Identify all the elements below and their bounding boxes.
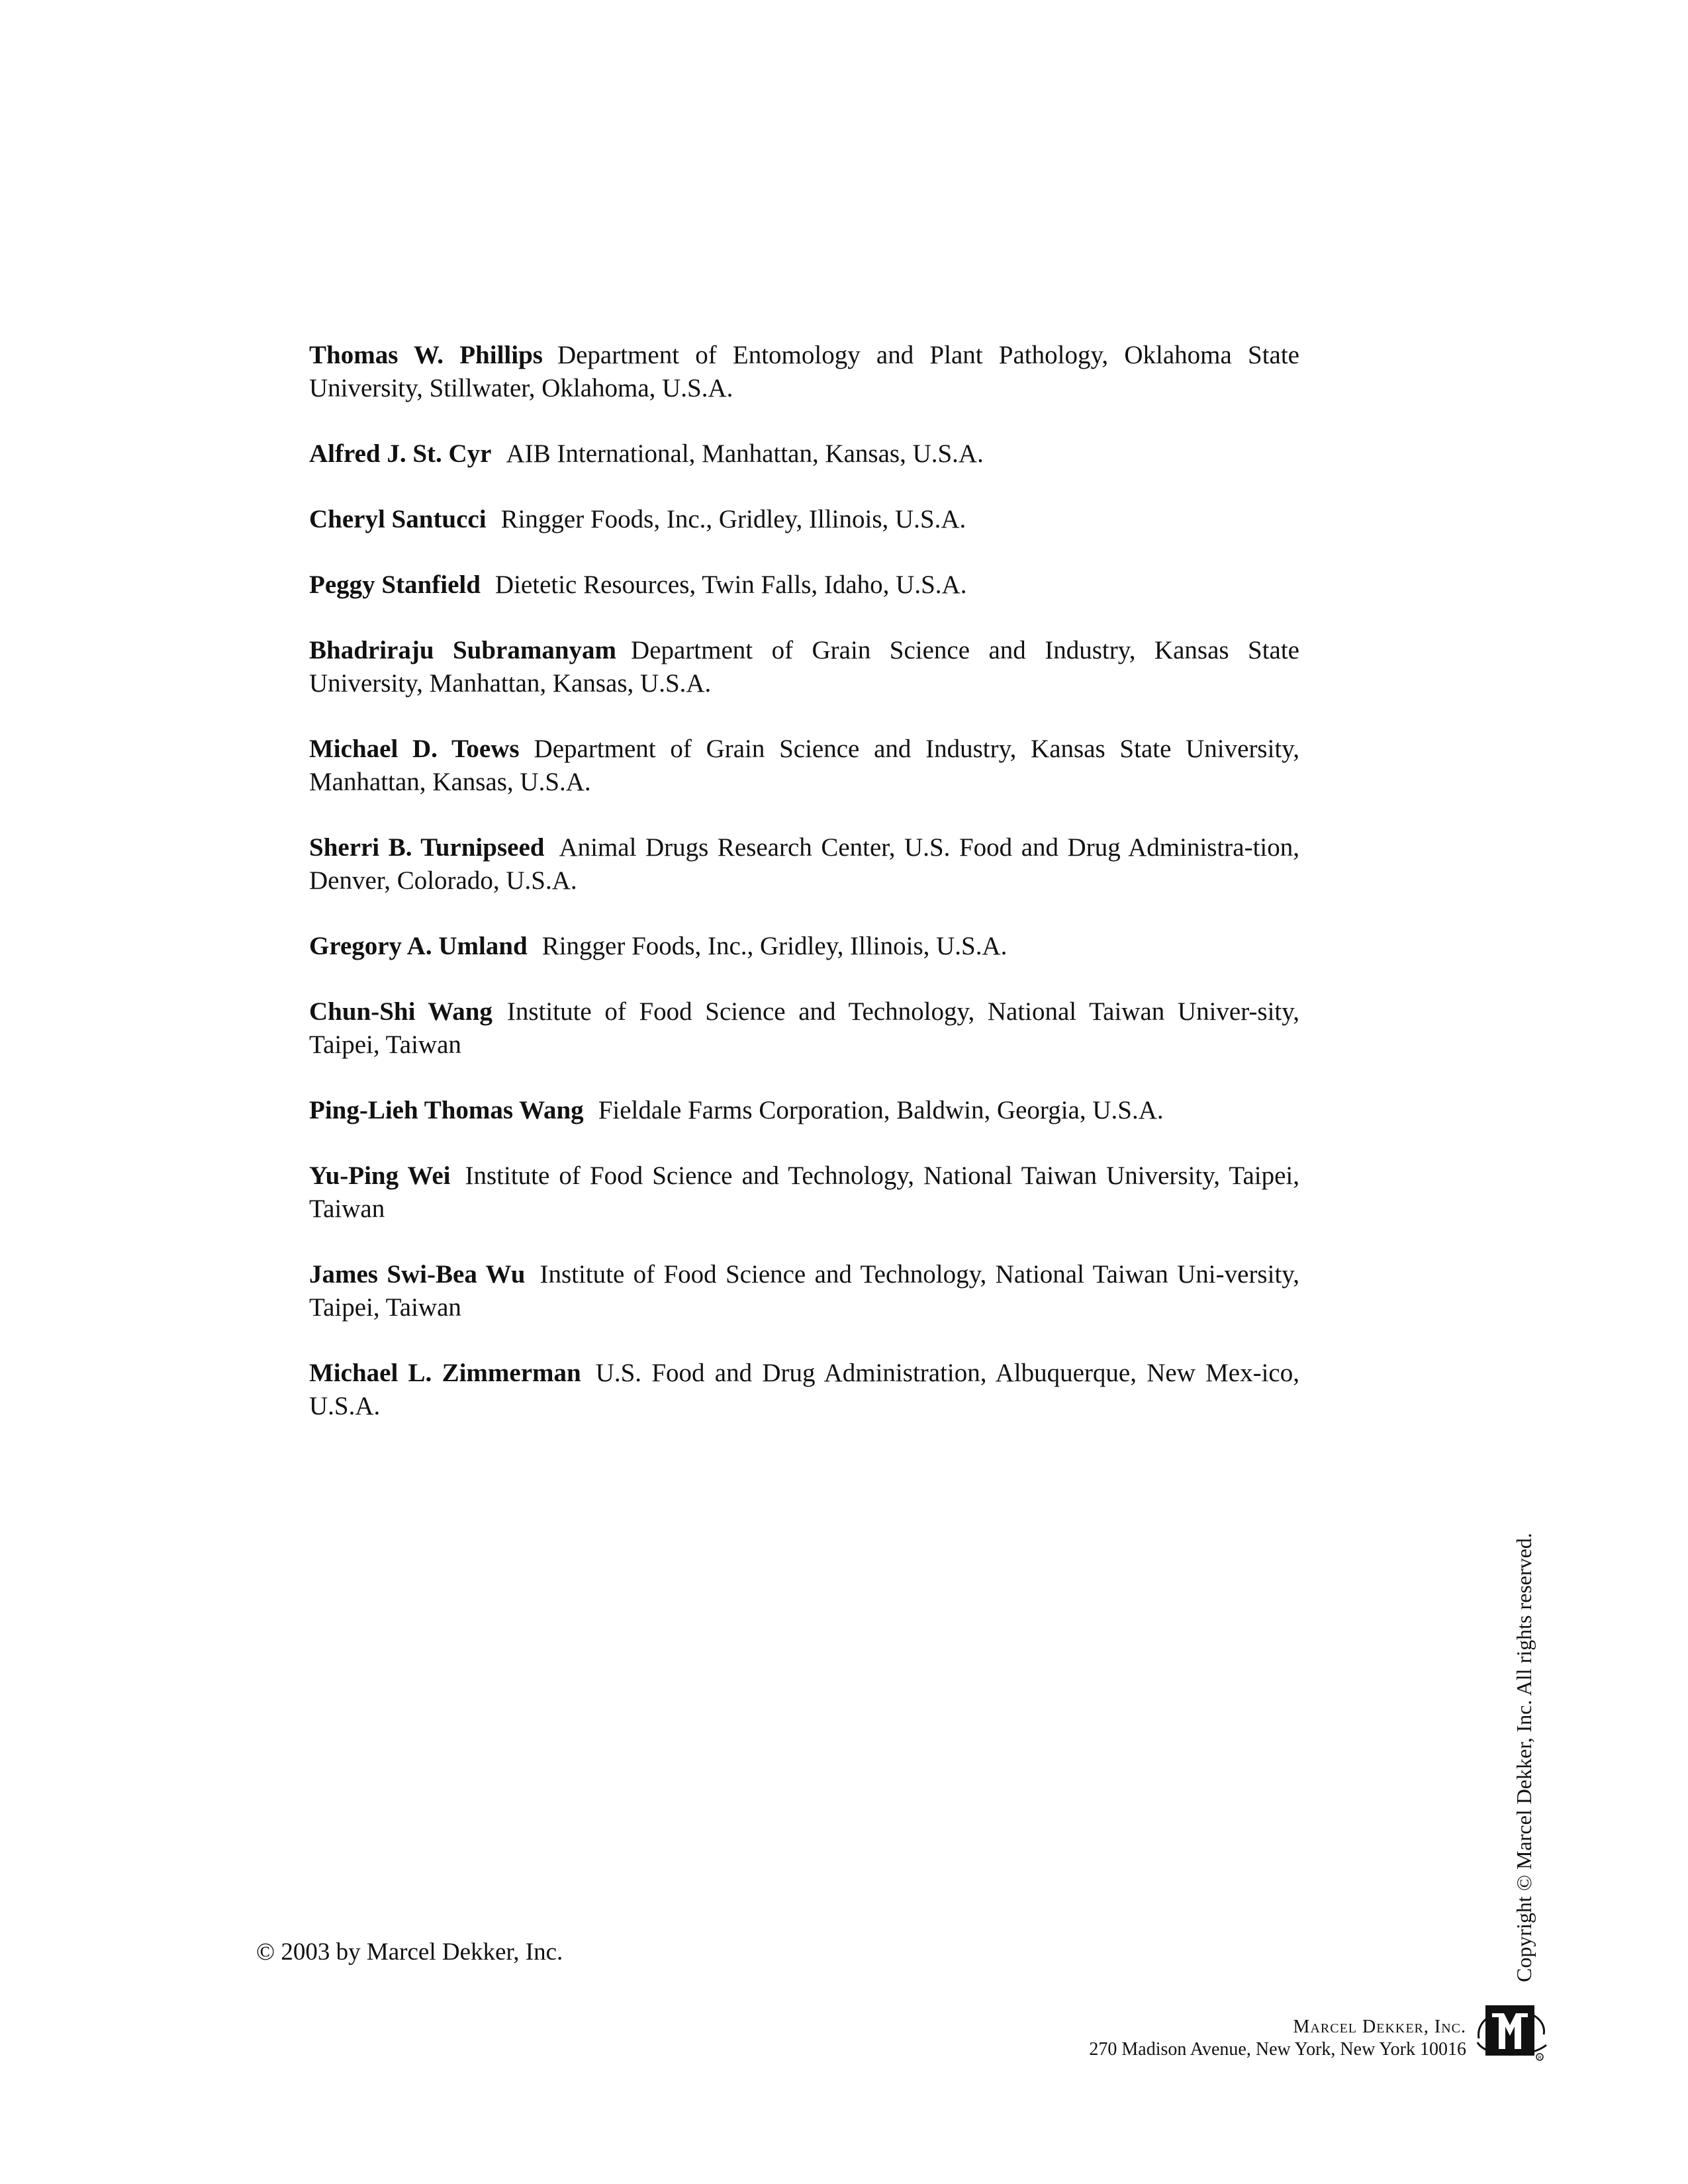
contributor-affiliation: Department of Grain Science and Industry, Kansas State University, Manhattan, Kansas, U.S.A.: [309, 735, 1299, 796]
contributor-entry: [309, 733, 1299, 799]
contributor-affiliation: U.S. Food and Drug Administration, Albuquerque, New Mex-ico, U.S.A.: [309, 1359, 1299, 1420]
contributor-affiliation: AIB International, Manhattan, Kansas, U.S.A.: [506, 439, 984, 468]
contributor-entry: [309, 634, 1299, 700]
contributor-name: Thomas W. Phillips: [309, 341, 543, 369]
svg-text:R: R: [1538, 2056, 1542, 2060]
contributor-entry: [309, 1258, 1299, 1324]
contributor-affiliation: Department of Grain Science and Industry, Kansas State University, Manhattan, Kansas, U.S.A.: [309, 636, 1299, 698]
contributor-affiliation: Institute of Food Science and Technology, National Taiwan Univer-sity, Taipei, Taiwan: [309, 997, 1299, 1059]
contributor-affiliation: Department of Entomology and Plant Pathology, Oklahoma State University, Stillwater, Oklahoma, U.S.A.: [309, 341, 1299, 402]
contributor-affiliation: Animal Drugs Research Center, U.S. Food and Drug Administra-tion, Denver, Colorado, U.S.A.: [309, 833, 1299, 895]
contributor-name: James Swi-Bea Wu: [309, 1260, 526, 1289]
contributor-name: Peggy Stanfield: [309, 570, 481, 599]
contributor-affiliation: Ringger Foods, Inc., Gridley, Illinois, U.S.A.: [541, 932, 1008, 960]
marcel-dekker-logo-icon: [1475, 1996, 1548, 2062]
contributor-name: Alfred J. St. Cyr: [309, 439, 492, 468]
side-copyright-notice: Copyright © Marcel Dekker, Inc. All rights reserved.: [1512, 1533, 1536, 1982]
contributor-name: Cheryl Santucci: [309, 505, 487, 533]
contributor-name: Ping-Lieh Thomas Wang: [309, 1096, 584, 1124]
contributor-entry: [309, 339, 1299, 405]
contributor-name: Chun-Shi Wang: [309, 997, 492, 1026]
contributor-entry: [309, 995, 1299, 1062]
contributor-affiliation: Dietetic Resources, Twin Falls, Idaho, U.S.A.: [494, 570, 967, 599]
contributor-list: [309, 339, 1299, 1455]
contributor-name: Gregory A. Umland: [309, 932, 528, 960]
contributor-affiliation: Institute of Food Science and Technology, National Taiwan Uni-versity, Taipei, Taiwan: [309, 1260, 1299, 1322]
publisher-address: 270 Madison Avenue, New York, New York 10016: [1089, 2039, 1466, 2060]
contributor-affiliation: Institute of Food Science and Technology, National Taiwan University, Taipei, Taiwan: [309, 1161, 1299, 1223]
contributor-affiliation: Ringger Foods, Inc., Gridley, Illinois, U.S.A.: [500, 505, 966, 533]
contributor-name: Yu-Ping Wei: [309, 1161, 451, 1190]
contributor-entry: [309, 1094, 1299, 1127]
contributor-name: Bhadriraju Subramanyam: [309, 636, 617, 664]
footer-copyright: © 2003 by Marcel Dekker, Inc.: [256, 1938, 563, 1966]
contributor-affiliation: Fieldale Farms Corporation, Baldwin, Georgia, U.S.A.: [598, 1096, 1164, 1124]
contributor-name: Sherri B. Turnipseed: [309, 833, 545, 862]
publisher-name: Marcel Dekker, Inc.: [1293, 2017, 1466, 2037]
publisher-info: [1089, 2016, 1466, 2061]
contributor-name: Michael L. Zimmerman: [309, 1359, 581, 1387]
contributor-entry: [309, 831, 1299, 897]
contributor-entry: [309, 1160, 1299, 1226]
contributor-entry: [309, 1357, 1299, 1423]
contributor-entry: [309, 437, 1299, 471]
contributor-entry: [309, 503, 1299, 536]
contributor-name: Michael D. Toews: [309, 735, 520, 763]
contributor-entry: [309, 930, 1299, 963]
contributor-entry: [309, 569, 1299, 602]
